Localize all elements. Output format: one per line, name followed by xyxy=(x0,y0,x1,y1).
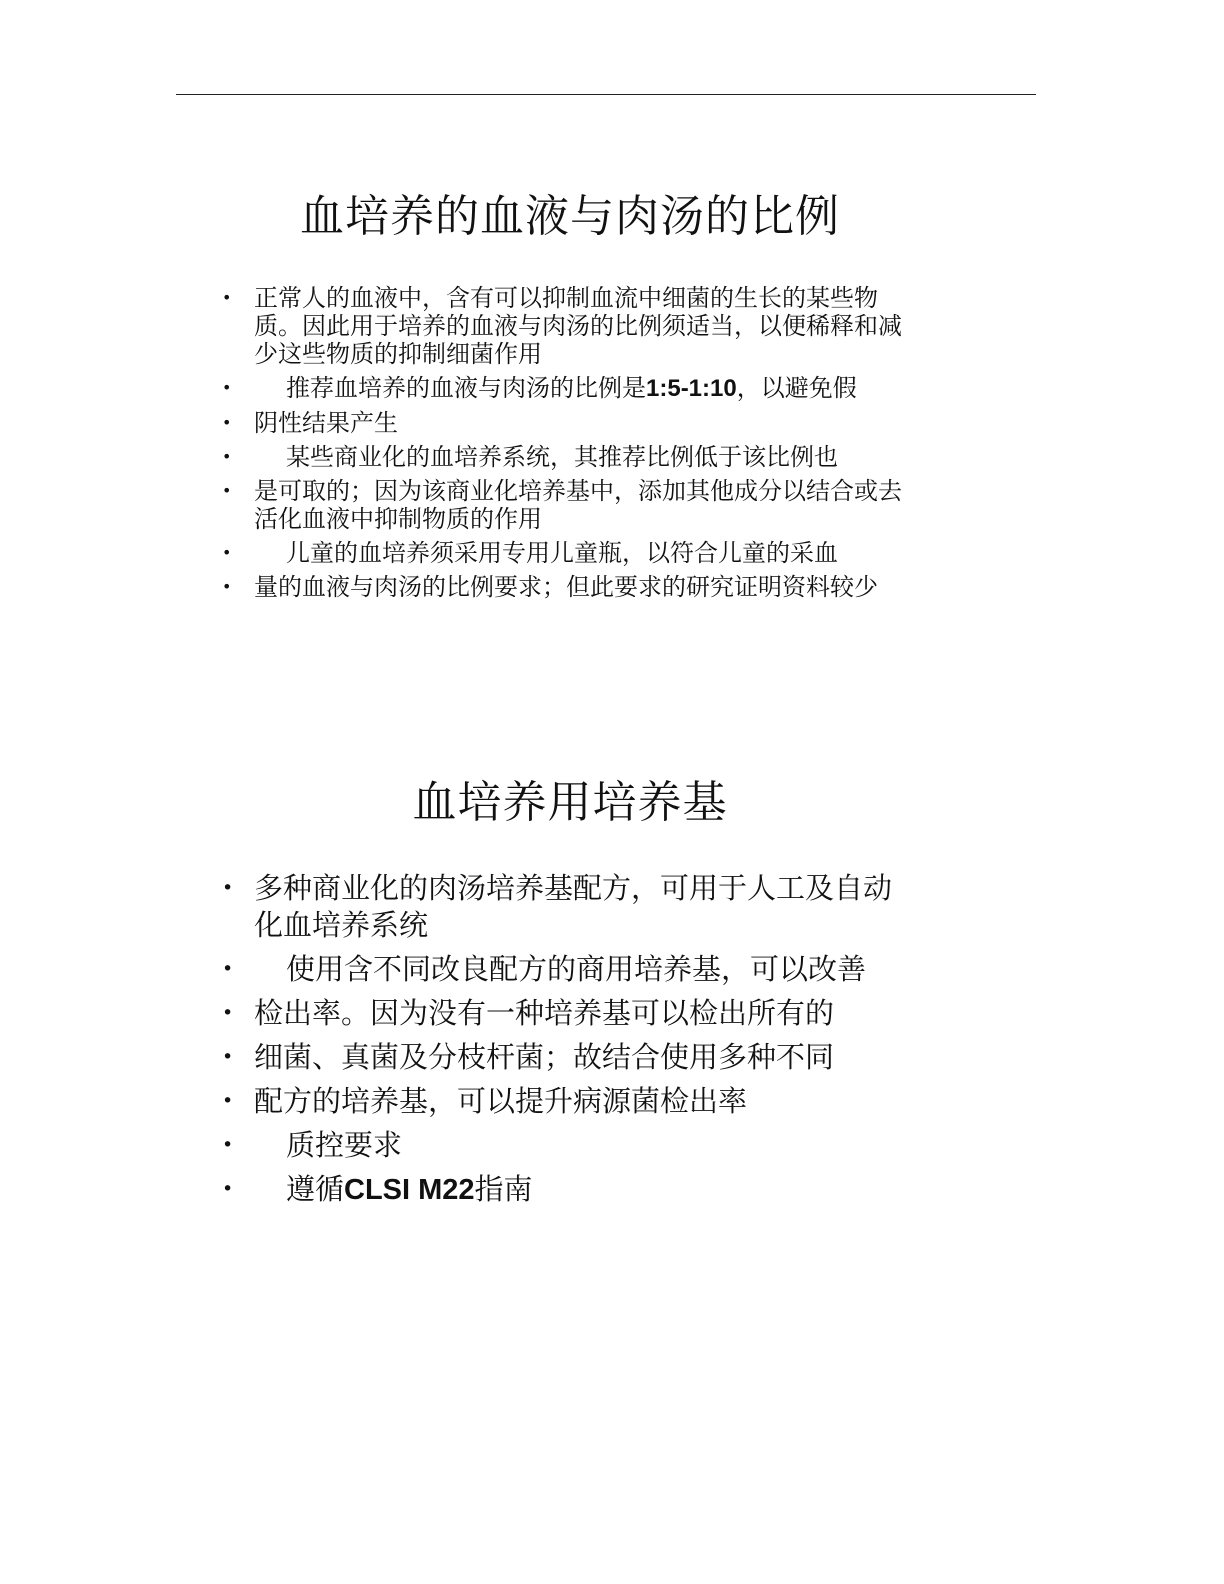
slide2-bullet-7 xyxy=(222,1171,912,1209)
slide1-bullet-7 xyxy=(222,573,912,601)
slide2-bullet-3 xyxy=(222,995,912,1032)
slide2-bullet-7-text xyxy=(254,1172,533,1206)
slide2-bullet-6 xyxy=(222,1127,912,1164)
bullet-dot-icon: • xyxy=(222,1046,234,1068)
bullet-dot-icon: • xyxy=(222,481,232,500)
bullet-dot-icon: • xyxy=(222,1178,234,1200)
slide2-bullet-5-text: 配方的培养基，可以提升病源菌检出率 xyxy=(254,1084,748,1118)
slide1-bullet-7-text: 量的血液与肉汤的比例要求；但此要求的研究证明资料较少 xyxy=(254,573,878,601)
slide1-bullet-6-text: 儿童的血培养须采用专用儿童瓶，以符合儿童的采血 xyxy=(286,539,838,567)
bullet-dot-icon: • xyxy=(222,577,232,596)
slide1-bullet-6 xyxy=(222,539,912,567)
slide2-bullet-4 xyxy=(222,1039,912,1076)
slide1-bullet-3 xyxy=(222,409,912,437)
bullet-dot-icon: • xyxy=(222,543,232,562)
ratio-value: 1:5-1:10 xyxy=(646,375,737,402)
slide2-bullet-1-text: 多种商业化的肉汤培养基配方，可用于人工及自动化血培养系统 xyxy=(254,871,893,942)
slide1-bullet-2-text-a: 推荐血培养的血液与肉汤的比例是 xyxy=(286,374,646,402)
bullet-dot-icon: • xyxy=(222,447,232,466)
header-rule xyxy=(176,94,1036,95)
slide2-bullet-4-text: 细菌、真菌及分枝杆菌；故结合使用多种不同 xyxy=(254,1040,835,1074)
slide2-bullet-list xyxy=(222,870,912,1216)
slide2-bullet-2 xyxy=(222,951,912,988)
slide2-bullet-1 xyxy=(222,870,912,944)
bullet-dot-icon: • xyxy=(222,958,234,980)
slide1-title: 血培养的血液与肉汤的比例 xyxy=(300,191,840,242)
slide2-bullet-5 xyxy=(222,1083,912,1120)
slide2-bullet-3-text: 检出率。因为没有一种培养基可以检出所有的 xyxy=(254,996,835,1030)
slide2-bullet-2-text: 使用含不同改良配方的商用培养基，可以改善 xyxy=(286,952,867,986)
guideline-name: CLSI M22 xyxy=(344,1174,475,1206)
slide1-bullet-2-text-b: ，以避免假 xyxy=(736,374,857,402)
slide1-bullet-2-text xyxy=(254,374,857,402)
slide1-bullet-4-text: 某些商业化的血培养系统，其推荐比例低于该比例也 xyxy=(286,443,838,471)
slide1-bullet-2 xyxy=(222,374,912,403)
slide2-bullet-7-text-b: 指南 xyxy=(474,1172,533,1206)
slide1-bullet-1 xyxy=(222,284,912,368)
bullet-dot-icon: • xyxy=(222,1002,234,1024)
bullet-dot-icon: • xyxy=(222,1090,234,1112)
slide2-bullet-7-text-a: 遵循 xyxy=(286,1172,345,1206)
bullet-dot-icon: • xyxy=(222,877,234,899)
bullet-dot-icon: • xyxy=(222,378,232,397)
slide1-bullet-1-text: 正常人的血液中，含有可以抑制血流中细菌的生长的某些物质。因此用于培养的血液与肉汤的比例须适当，以便稀释和减少这些物质的抑制细菌作用 xyxy=(254,284,902,368)
slide2-bullet-6-text: 质控要求 xyxy=(286,1128,403,1162)
slide1-bullet-list xyxy=(222,284,912,607)
slide1-bullet-4 xyxy=(222,443,912,471)
slide1-bullet-3-text: 阴性结果产生 xyxy=(254,409,398,437)
bullet-dot-icon: • xyxy=(222,413,232,432)
bullet-dot-icon: • xyxy=(222,1134,234,1156)
slide2-title: 血培养用培养基 xyxy=(412,777,728,828)
slide1-bullet-5-text: 是可取的；因为该商业化培养基中，添加其他成分以结合或去活化血液中抑制物质的作用 xyxy=(254,477,902,533)
bullet-dot-icon: • xyxy=(222,288,232,307)
slide1-bullet-5 xyxy=(222,477,912,533)
